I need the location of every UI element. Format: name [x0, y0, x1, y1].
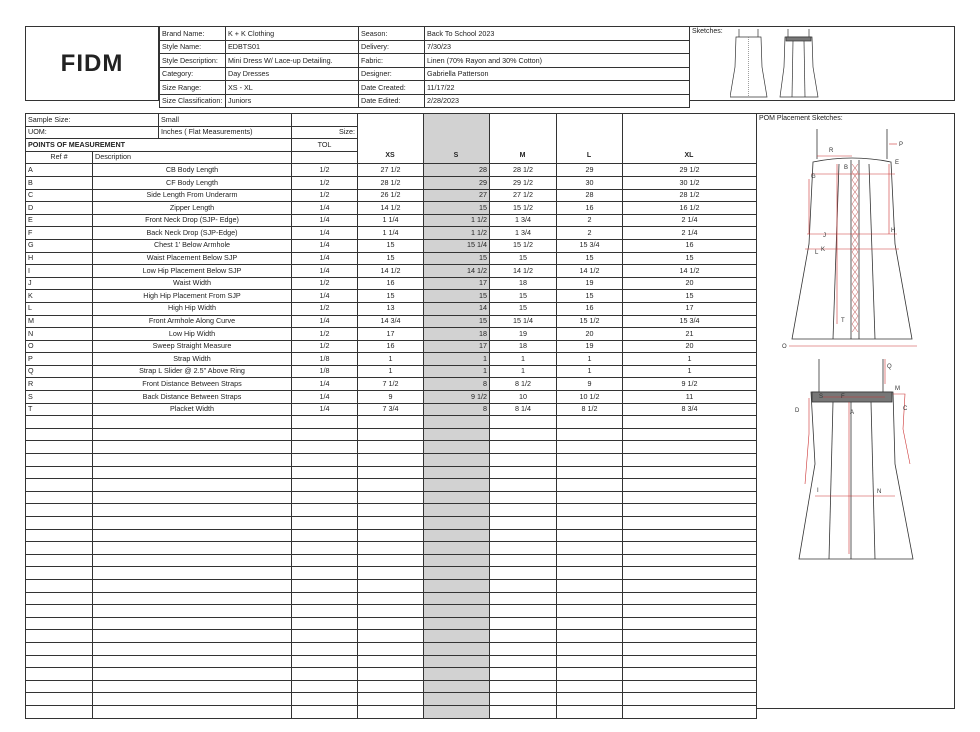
pom-description: High Hip Placement From SJP — [93, 290, 292, 303]
pom-value-xs: 28 1/2 — [358, 176, 424, 189]
pom-description: Chest 1' Below Armhole — [93, 239, 292, 252]
pom-value-xs: 1 1/4 — [358, 214, 424, 227]
pom-ref: E — [26, 214, 93, 227]
pom-ref: Q — [26, 365, 93, 378]
pom-row — [26, 391, 757, 404]
pom-description: Sweep Straight Measure — [93, 340, 292, 353]
header-left-value: K + K Clothing — [226, 27, 359, 41]
pom-value-xl: 21 — [623, 328, 757, 341]
pom-value-xs: 17 — [358, 328, 424, 341]
pom-value-m: 1 3/4 — [490, 214, 557, 227]
pom-value-s: 15 — [424, 290, 490, 303]
pom-description: Front Armhole Along Curve — [93, 315, 292, 328]
header-right-label: Season: — [359, 27, 425, 41]
empty-row — [26, 617, 757, 630]
pom-value-xl: 16 1/2 — [623, 202, 757, 215]
pom-value-l: 28 — [557, 189, 623, 202]
pom-tolerance: 1/4 — [292, 378, 358, 391]
pom-row — [26, 239, 757, 252]
pom-letter-g: G — [811, 174, 816, 180]
header-right-row — [359, 54, 690, 68]
pom-value-m: 28 1/2 — [490, 164, 557, 177]
pom-value-m: 15 — [490, 290, 557, 303]
pom-letter-e: E — [895, 160, 900, 166]
pom-value-xs: 14 1/2 — [358, 202, 424, 215]
pom-value-l: 1 — [557, 353, 623, 366]
pom-row — [26, 315, 757, 328]
pom-value-l: 16 — [557, 302, 623, 315]
header-right-label: Date Created: — [359, 81, 425, 95]
pom-description: Low Hip Width — [93, 328, 292, 341]
pom-value-s: 17 — [424, 277, 490, 290]
pom-ref: F — [26, 227, 93, 240]
pom-description: Strap L Slider @ 2.5" Above Ring — [93, 365, 292, 378]
pom-value-m: 14 1/2 — [490, 265, 557, 278]
empty-row — [26, 680, 757, 693]
pom-value-s: 29 — [424, 176, 490, 189]
pom-tolerance: 1/2 — [292, 340, 358, 353]
pom-value-xl: 15 — [623, 252, 757, 265]
pom-letter-n: N — [877, 489, 882, 495]
pom-letter-a: A — [850, 410, 855, 416]
pom-value-s: 28 — [424, 164, 490, 177]
empty-row — [26, 693, 757, 706]
pom-ref: A — [26, 164, 93, 177]
empty-row — [26, 592, 757, 605]
pom-value-s: 1 — [424, 365, 490, 378]
header-left-row — [160, 81, 359, 95]
pom-ref: H — [26, 252, 93, 265]
header-right-label: Delivery: — [359, 40, 425, 54]
pom-value-xl: 16 — [623, 239, 757, 252]
pom-value-l: 2 — [557, 214, 623, 227]
pom-tolerance: 1/4 — [292, 202, 358, 215]
pom-value-m: 15 — [490, 252, 557, 265]
pom-value-xl: 8 3/4 — [623, 403, 757, 416]
sample-size-label: Sample Size: — [26, 114, 159, 127]
size-m: M — [519, 152, 526, 159]
pom-row — [26, 277, 757, 290]
pom-value-xs: 16 — [358, 340, 424, 353]
empty-row — [26, 705, 757, 718]
size-header-row — [357, 152, 756, 163]
empty-row — [26, 630, 757, 643]
pom-row — [26, 403, 757, 416]
pom-value-l: 15 — [557, 290, 623, 303]
pom-tolerance: 1/2 — [292, 328, 358, 341]
pom-value-s: 9 1/2 — [424, 391, 490, 404]
pom-value-l: 10 1/2 — [557, 391, 623, 404]
header-right-label: Designer: — [359, 67, 425, 81]
size-l: L — [586, 152, 592, 159]
tol-label: TOL — [292, 139, 358, 152]
pom-value-m: 1 — [490, 353, 557, 366]
empty-row — [26, 567, 757, 580]
pom-value-s: 1 1/2 — [424, 227, 490, 240]
pom-letter-d: D — [795, 408, 800, 414]
back-dress-sketch — [785, 354, 945, 569]
pom-row — [26, 252, 757, 265]
pom-letter-i: I — [817, 488, 819, 494]
size-label: Size: — [292, 126, 358, 139]
pom-value-xl: 14 1/2 — [623, 265, 757, 278]
pom-value-xs: 14 1/2 — [358, 265, 424, 278]
header-right-row — [359, 27, 690, 41]
pom-value-xs: 26 1/2 — [358, 189, 424, 202]
pom-letter-t: T — [841, 318, 845, 324]
header-right-row — [359, 81, 690, 95]
pom-value-xs: 1 — [358, 353, 424, 366]
sample-size-value: Small — [159, 114, 292, 127]
empty-row — [26, 579, 757, 592]
dress-thumbnail-sketches — [730, 27, 830, 101]
pom-tolerance: 1/4 — [292, 214, 358, 227]
pom-value-xl: 11 — [623, 391, 757, 404]
pom-value-xs: 15 — [358, 239, 424, 252]
pom-ref: P — [26, 353, 93, 366]
pom-letter-q: Q — [887, 364, 892, 370]
pom-value-s: 1 1/2 — [424, 214, 490, 227]
pom-spec-table — [25, 113, 757, 719]
pom-value-m: 10 — [490, 391, 557, 404]
pom-ref: B — [26, 176, 93, 189]
pom-ref: K — [26, 290, 93, 303]
pom-value-s: 18 — [424, 328, 490, 341]
header-right-row — [359, 40, 690, 54]
pom-value-l: 19 — [557, 340, 623, 353]
pom-description: Front Distance Between Straps — [93, 378, 292, 391]
pom-ref: O — [26, 340, 93, 353]
pom-tolerance: 1/4 — [292, 227, 358, 240]
pom-value-s: 27 — [424, 189, 490, 202]
pom-label: POINTS OF MEASUREMENT — [26, 139, 292, 152]
pom-value-m: 15 1/4 — [490, 315, 557, 328]
desc-label: Description — [93, 151, 292, 164]
pom-ref: G — [26, 239, 93, 252]
empty-row — [26, 466, 757, 479]
pom-value-l: 15 3/4 — [557, 239, 623, 252]
empty-row — [26, 605, 757, 618]
pom-value-m: 19 — [490, 328, 557, 341]
pom-tolerance: 1/2 — [292, 302, 358, 315]
pom-tolerance: 1/8 — [292, 365, 358, 378]
pom-description: High Hip Width — [93, 302, 292, 315]
empty-row — [26, 668, 757, 681]
pom-tolerance: 1/8 — [292, 353, 358, 366]
header-right-table — [358, 26, 690, 108]
empty-row — [26, 642, 757, 655]
pom-value-xs: 9 — [358, 391, 424, 404]
header-left-label: Style Description: — [160, 54, 226, 68]
header-right-value: Back To School 2023 — [425, 27, 690, 41]
header-right-row — [359, 67, 690, 81]
pom-value-l: 19 — [557, 277, 623, 290]
header-left-label: Category: — [160, 67, 226, 81]
pom-value-l: 2 — [557, 227, 623, 240]
pom-value-m: 15 1/2 — [490, 202, 557, 215]
pom-value-xs: 1 1/4 — [358, 227, 424, 240]
header-right-value: Gabriella Patterson — [425, 67, 690, 81]
header-left-value: XS - XL — [226, 81, 359, 95]
empty-row — [26, 441, 757, 454]
pom-value-xl: 1 — [623, 353, 757, 366]
empty-row — [26, 517, 757, 530]
pom-value-xs: 14 3/4 — [358, 315, 424, 328]
pom-value-m: 8 1/4 — [490, 403, 557, 416]
pom-ref: S — [26, 391, 93, 404]
header-left-row — [160, 94, 359, 108]
header-left-row — [160, 27, 359, 41]
pom-value-m: 15 — [490, 302, 557, 315]
header-left-row — [160, 67, 359, 81]
pom-value-xl: 2 1/4 — [623, 214, 757, 227]
pom-row — [26, 378, 757, 391]
pom-letter-c: C — [903, 406, 908, 412]
pom-value-xl: 17 — [623, 302, 757, 315]
pom-description: Waist Width — [93, 277, 292, 290]
pom-value-s: 17 — [424, 340, 490, 353]
pom-value-m: 18 — [490, 277, 557, 290]
pom-letter-r: R — [829, 148, 834, 154]
pom-sketch-panel — [756, 113, 955, 709]
header-right-value: 7/30/23 — [425, 40, 690, 54]
empty-row — [26, 529, 757, 542]
header-right-label: Fabric: — [359, 54, 425, 68]
pom-value-l: 8 1/2 — [557, 403, 623, 416]
pom-value-xl: 1 — [623, 365, 757, 378]
header-left-value: Day Dresses — [226, 67, 359, 81]
pom-value-xs: 15 — [358, 290, 424, 303]
pom-value-s: 15 — [424, 202, 490, 215]
uom-label: UOM: — [26, 126, 159, 139]
pom-value-xl: 15 3/4 — [623, 315, 757, 328]
fidm-logo: FIDM — [60, 49, 124, 77]
pom-value-l: 16 — [557, 202, 623, 215]
empty-row — [26, 416, 757, 429]
pom-description: Strap Width — [93, 353, 292, 366]
pom-ref: R — [26, 378, 93, 391]
pom-tolerance: 1/4 — [292, 290, 358, 303]
pom-tolerance: 1/4 — [292, 252, 358, 265]
pom-tolerance: 1/4 — [292, 391, 358, 404]
header-right-value: Linen (70% Rayon and 30% Cotton) — [425, 54, 690, 68]
pom-letter-l: L — [815, 250, 819, 256]
pom-value-l: 9 — [557, 378, 623, 391]
pom-row — [26, 353, 757, 366]
pom-value-s: 8 — [424, 378, 490, 391]
pom-row — [26, 202, 757, 215]
pom-tolerance: 1/4 — [292, 315, 358, 328]
pom-tolerance: 1/2 — [292, 176, 358, 189]
pom-letter-j: J — [823, 233, 826, 239]
pom-value-xl: 2 1/4 — [623, 227, 757, 240]
pom-value-l: 15 — [557, 252, 623, 265]
pom-letter-b: B — [844, 165, 849, 171]
header-left-label: Brand Name: — [160, 27, 226, 41]
pom-value-xs: 7 1/2 — [358, 378, 424, 391]
pom-row — [26, 164, 757, 177]
pom-value-s: 15 1/4 — [424, 239, 490, 252]
pom-row — [26, 214, 757, 227]
pom-description: Back Distance Between Straps — [93, 391, 292, 404]
pom-value-xl: 9 1/2 — [623, 378, 757, 391]
header-right-value: 11/17/22 — [425, 81, 690, 95]
empty-row — [26, 479, 757, 492]
header-right-value: 2/28/2023 — [425, 94, 690, 108]
pom-row — [26, 176, 757, 189]
pom-value-m: 1 — [490, 365, 557, 378]
pom-row — [26, 340, 757, 353]
front-dress-sketch — [777, 124, 937, 354]
pom-description: Front Neck Drop (SJP- Edge) — [93, 214, 292, 227]
empty-row — [26, 504, 757, 517]
header-left-row — [160, 54, 359, 68]
pom-description: Side Length From Underarm — [93, 189, 292, 202]
pom-letter-k: K — [821, 247, 826, 253]
pom-value-l: 1 — [557, 365, 623, 378]
pom-value-xl: 20 — [623, 277, 757, 290]
pom-ref: C — [26, 189, 93, 202]
pom-value-xs: 27 1/2 — [358, 164, 424, 177]
header-right-row — [359, 94, 690, 108]
pom-letter-m: M — [895, 386, 900, 392]
pom-value-s: 8 — [424, 403, 490, 416]
pom-letter-o: O — [782, 344, 787, 350]
pom-value-m: 15 1/2 — [490, 239, 557, 252]
sketches-label: Sketches: — [692, 28, 723, 35]
pom-value-xl: 20 — [623, 340, 757, 353]
sketches-box — [689, 26, 955, 101]
pom-value-xl: 30 1/2 — [623, 176, 757, 189]
pom-value-xs: 7 3/4 — [358, 403, 424, 416]
pom-value-m: 18 — [490, 340, 557, 353]
pom-value-l: 14 1/2 — [557, 265, 623, 278]
empty-row — [26, 428, 757, 441]
pom-letter-s: S — [819, 394, 824, 400]
empty-row — [26, 454, 757, 467]
header-left-table — [159, 26, 359, 108]
pom-tolerance: 1/2 — [292, 277, 358, 290]
pom-value-xl: 29 1/2 — [623, 164, 757, 177]
pom-row — [26, 365, 757, 378]
pom-description: Low Hip Placement Below SJP — [93, 265, 292, 278]
size-xs: XS — [385, 152, 395, 159]
pom-row — [26, 328, 757, 341]
header-left-label: Size Classification: — [160, 94, 226, 108]
pom-value-s: 14 1/2 — [424, 265, 490, 278]
pom-letter-h: H — [891, 228, 896, 234]
header-left-label: Style Name: — [160, 40, 226, 54]
pom-value-m: 8 1/2 — [490, 378, 557, 391]
ref-label: Ref # — [26, 151, 93, 164]
pom-ref: N — [26, 328, 93, 341]
pom-value-xl: 28 1/2 — [623, 189, 757, 202]
pom-ref: T — [26, 403, 93, 416]
pom-tolerance: 1/2 — [292, 189, 358, 202]
pom-value-l: 29 — [557, 164, 623, 177]
pom-sketches-label: POM Placement Sketches: — [759, 115, 843, 122]
pom-ref: J — [26, 277, 93, 290]
pom-value-m: 27 1/2 — [490, 189, 557, 202]
pom-letter-f: F — [841, 394, 845, 400]
pom-ref: L — [26, 302, 93, 315]
header-left-row — [160, 40, 359, 54]
pom-row — [26, 189, 757, 202]
pom-value-xl: 15 — [623, 290, 757, 303]
pom-value-s: 15 — [424, 252, 490, 265]
uom-value: Inches ( Flat Measurements) — [159, 126, 292, 139]
pom-value-xs: 13 — [358, 302, 424, 315]
pom-value-m: 1 3/4 — [490, 227, 557, 240]
pom-letter-p: P — [899, 142, 904, 148]
pom-tolerance: 1/2 — [292, 164, 358, 177]
pom-description: Placket Width — [93, 403, 292, 416]
pom-tolerance: 1/4 — [292, 239, 358, 252]
pom-value-l: 15 1/2 — [557, 315, 623, 328]
header-left-label: Size Range: — [160, 81, 226, 95]
pom-tolerance: 1/4 — [292, 403, 358, 416]
empty-row — [26, 655, 757, 668]
pom-row — [26, 227, 757, 240]
pom-row — [26, 290, 757, 303]
pom-value-xs: 16 — [358, 277, 424, 290]
header-right-label: Date Edited: — [359, 94, 425, 108]
size-s: S — [453, 152, 459, 159]
pom-ref: D — [26, 202, 93, 215]
pom-value-xs: 1 — [358, 365, 424, 378]
pom-ref: M — [26, 315, 93, 328]
pom-description: Back Neck Drop (SJP-Edge) — [93, 227, 292, 240]
pom-value-s: 1 — [424, 353, 490, 366]
pom-value-l: 30 — [557, 176, 623, 189]
pom-description: CF Body Length — [93, 176, 292, 189]
pom-value-l: 20 — [557, 328, 623, 341]
header-left-value: EDBTS01 — [226, 40, 359, 54]
empty-row — [26, 554, 757, 567]
pom-row — [26, 302, 757, 315]
header-left-value: Mini Dress W/ Lace-up Detailing. — [226, 54, 359, 68]
pom-description: Zipper Length — [93, 202, 292, 215]
pom-value-xs: 15 — [358, 252, 424, 265]
pom-value-s: 14 — [424, 302, 490, 315]
pom-tolerance: 1/4 — [292, 265, 358, 278]
logo-box — [25, 26, 159, 101]
pom-description: CB Body Length — [93, 164, 292, 177]
header-left-value: Juniors — [226, 94, 359, 108]
size-xl: XL — [684, 152, 694, 159]
pom-row — [26, 265, 757, 278]
pom-value-s: 15 — [424, 315, 490, 328]
pom-value-m: 29 1/2 — [490, 176, 557, 189]
pom-ref: I — [26, 265, 93, 278]
empty-row — [26, 542, 757, 555]
pom-description: Waist Placement Below SJP — [93, 252, 292, 265]
empty-row — [26, 491, 757, 504]
